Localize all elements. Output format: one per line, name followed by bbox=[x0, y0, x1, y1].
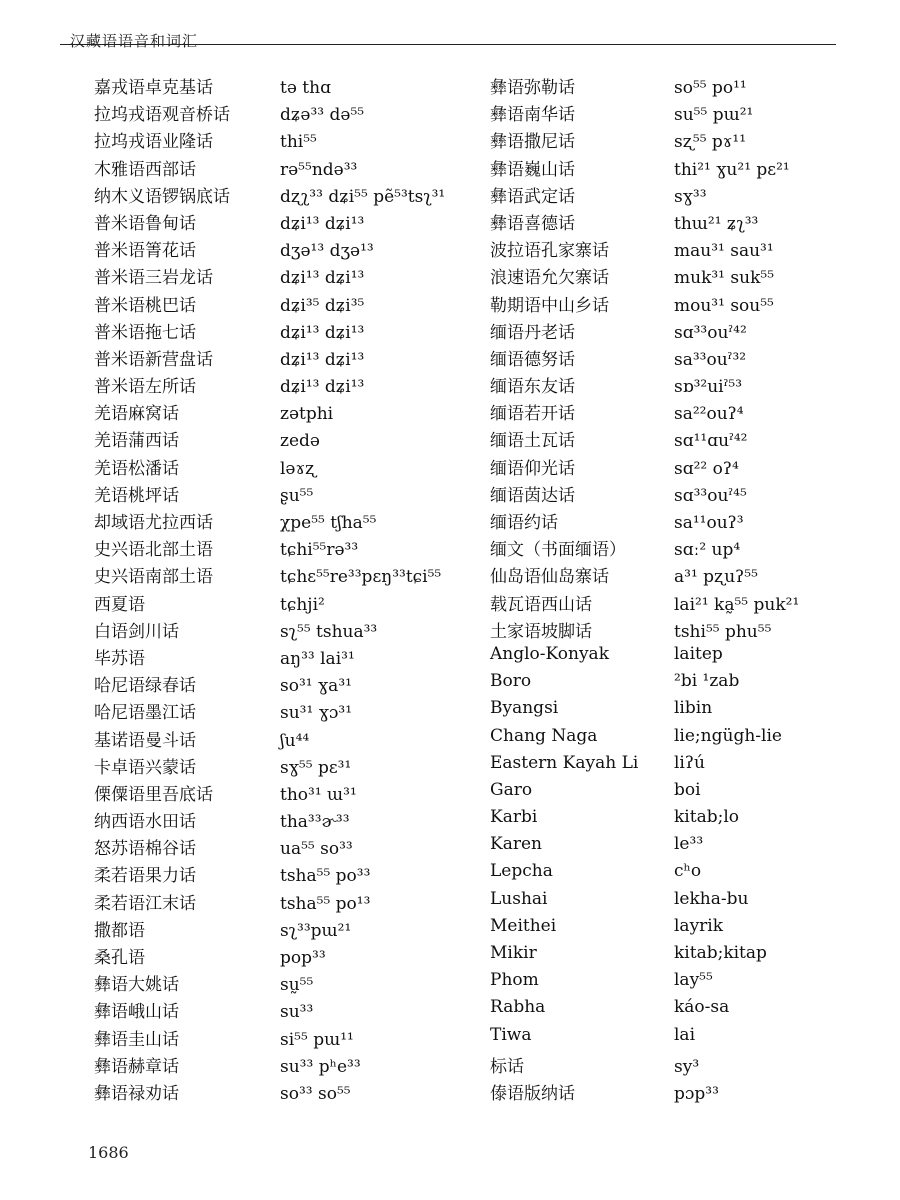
word-entry bbox=[94, 644, 480, 671]
language-name: 彝语大姚话 bbox=[94, 975, 179, 996]
word-entry bbox=[490, 889, 874, 916]
word-entry bbox=[490, 590, 874, 617]
left-column bbox=[94, 73, 480, 1106]
language-name: 彝语弥勒话 bbox=[490, 78, 575, 98]
word-entry bbox=[94, 671, 480, 698]
language-name: 彝语撒尼话 bbox=[490, 132, 575, 153]
word-form: dʑi¹³ dʑi¹³ bbox=[280, 213, 365, 234]
language-name: 普米语鲁甸话 bbox=[94, 213, 196, 234]
language-name: 缅语东友话 bbox=[490, 377, 575, 398]
word-form: rə⁵⁵ndə³³ bbox=[280, 159, 358, 180]
word-form: tɕhi⁵⁵rə³³ bbox=[280, 540, 359, 561]
word-entry bbox=[490, 454, 874, 481]
word-form: sṵ⁵⁵ bbox=[280, 975, 314, 996]
word-form: dʐʅ³³ dʑi⁵⁵ pẽ⁵³tsʅ³¹ bbox=[280, 186, 446, 207]
language-name: 普米语桃巴话 bbox=[94, 295, 196, 316]
word-entry bbox=[94, 481, 480, 508]
word-entry bbox=[94, 617, 480, 644]
language-name: Eastern Kayah Li bbox=[490, 752, 639, 773]
word-entry bbox=[490, 1025, 874, 1052]
language-name: 基诺语曼斗话 bbox=[94, 730, 196, 751]
word-entry bbox=[490, 236, 874, 263]
word-entry bbox=[94, 997, 480, 1024]
word-entry bbox=[94, 535, 480, 562]
word-form: tə thɑ bbox=[280, 78, 331, 98]
word-form: sɑ²² oʔ⁴ bbox=[674, 458, 739, 479]
language-name: 普米语拖七话 bbox=[94, 322, 196, 343]
word-entry bbox=[94, 970, 480, 997]
word-form: le³³ bbox=[674, 834, 704, 855]
language-name: 缅文（书面缅语） bbox=[490, 540, 626, 561]
language-name: 缅语约话 bbox=[490, 513, 558, 533]
word-form: cʰo bbox=[674, 861, 702, 882]
language-name: 普米语左所话 bbox=[94, 377, 196, 398]
word-form: χpe⁵⁵ tʃha⁵⁵ bbox=[280, 513, 377, 533]
word-form: sa³³ouˀ³² bbox=[674, 349, 747, 370]
word-form: tɕhɛ⁵⁵re³³pɛŋ³³tɕi⁵⁵ bbox=[280, 567, 442, 588]
word-entry bbox=[490, 182, 874, 209]
language-name: Chang Naga bbox=[490, 725, 598, 746]
page-number: 1686 bbox=[88, 1143, 129, 1162]
word-entry bbox=[94, 562, 480, 589]
word-form: sa²²ouʔ⁴ bbox=[674, 404, 744, 425]
word-entry bbox=[490, 861, 874, 888]
language-name: 白语剑川话 bbox=[94, 621, 179, 642]
language-name: Boro bbox=[490, 671, 532, 692]
word-entry bbox=[490, 372, 874, 399]
word-form: pop³³ bbox=[280, 948, 326, 968]
word-entry bbox=[490, 481, 874, 508]
word-form: lai bbox=[674, 1024, 696, 1045]
word-form: sɒ³²uiˀ⁵³ bbox=[674, 377, 743, 398]
word-entry bbox=[490, 970, 874, 997]
word-entry bbox=[490, 73, 874, 100]
word-form: so⁵⁵ po¹¹ bbox=[674, 78, 747, 98]
word-entry bbox=[490, 753, 874, 780]
language-name: 彝语峨山话 bbox=[94, 1002, 179, 1023]
word-entry bbox=[94, 1025, 480, 1052]
language-name: 普米语箐花话 bbox=[94, 241, 196, 262]
word-entry bbox=[490, 209, 874, 236]
word-entry bbox=[94, 155, 480, 182]
word-entry bbox=[490, 1079, 874, 1106]
word-form: thi²¹ ɣu²¹ pɛ²¹ bbox=[674, 159, 790, 180]
word-form: a³¹ pʐuʔ⁵⁵ bbox=[674, 567, 758, 588]
word-entry bbox=[490, 399, 874, 426]
word-form: muk³¹ suk⁵⁵ bbox=[674, 268, 775, 289]
word-form: zedə bbox=[280, 431, 320, 452]
word-entry bbox=[94, 73, 480, 100]
word-form: sʐ⁵⁵ pɤ¹¹ bbox=[674, 132, 747, 153]
language-name: 彝语南华话 bbox=[490, 105, 575, 126]
language-name: 彝语圭山话 bbox=[94, 1029, 179, 1050]
language-name: Byangsi bbox=[490, 698, 559, 719]
word-entry bbox=[490, 263, 874, 290]
word-entry bbox=[94, 127, 480, 154]
word-entry bbox=[94, 698, 480, 725]
header-rule bbox=[60, 44, 836, 45]
word-entry bbox=[490, 426, 874, 453]
word-form: zətphi bbox=[280, 404, 334, 425]
word-form: thi⁵⁵ bbox=[280, 132, 317, 153]
word-form: su³³ pʰe³³ bbox=[280, 1056, 361, 1077]
word-entry bbox=[94, 291, 480, 318]
language-name: 羌语桃坪话 bbox=[94, 485, 179, 506]
word-entry bbox=[490, 508, 874, 535]
language-name: 标话 bbox=[490, 1056, 524, 1077]
word-form: dʑi¹³ dʑi¹³ bbox=[280, 377, 365, 398]
language-name: 缅语土瓦话 bbox=[490, 431, 575, 452]
word-entry bbox=[94, 726, 480, 753]
language-name: 西夏语 bbox=[94, 594, 145, 615]
right-column bbox=[490, 73, 874, 1106]
word-form: si⁵⁵ pɯ¹¹ bbox=[280, 1029, 354, 1050]
language-name: 史兴语南部土语 bbox=[94, 567, 213, 588]
language-name: Anglo-Konyak bbox=[490, 643, 609, 664]
language-name: Tiwa bbox=[490, 1024, 532, 1045]
word-form: so³¹ ɣa³¹ bbox=[280, 676, 352, 697]
language-name: 载瓦语西山话 bbox=[490, 594, 592, 615]
word-form: ləɤʐ bbox=[280, 458, 316, 479]
word-form: tsha⁵⁵ po³³ bbox=[280, 866, 371, 887]
language-name: 彝语武定话 bbox=[490, 186, 575, 207]
language-name: Lushai bbox=[490, 888, 548, 909]
language-name: 柔若语果力话 bbox=[94, 866, 196, 887]
word-form: dʑi¹³ dʑi¹³ bbox=[280, 322, 365, 343]
language-name: 拉坞戎语业隆话 bbox=[94, 132, 213, 153]
word-form: lai²¹ ka̰⁵⁵ puk²¹ bbox=[674, 594, 800, 615]
language-name: 哈尼语绿春话 bbox=[94, 676, 196, 697]
word-form: pɔp³³ bbox=[674, 1083, 719, 1104]
language-name: 羌语蒲西话 bbox=[94, 431, 179, 452]
word-entry bbox=[94, 861, 480, 888]
word-form: lay⁵⁵ bbox=[674, 970, 713, 991]
word-entry bbox=[94, 236, 480, 263]
word-form: sɑ³³ouˀ⁴⁵ bbox=[674, 485, 747, 506]
word-entry bbox=[94, 1079, 480, 1106]
language-name: Phom bbox=[490, 970, 539, 991]
language-name: 傣语版纳话 bbox=[490, 1083, 575, 1104]
word-entry bbox=[490, 1052, 874, 1079]
language-name: 普米语三岩龙话 bbox=[94, 268, 213, 289]
word-form: tɕhji² bbox=[280, 594, 325, 615]
word-entry bbox=[490, 345, 874, 372]
word-entry bbox=[490, 318, 874, 345]
word-form: libin bbox=[674, 698, 713, 719]
word-entry bbox=[490, 127, 874, 154]
language-name: 缅语茵达话 bbox=[490, 485, 575, 506]
word-form: ʂu⁵⁵ bbox=[280, 485, 314, 506]
language-name: 勒期语中山乡话 bbox=[490, 295, 609, 316]
word-entry bbox=[94, 318, 480, 345]
language-name: 浪速语允欠寨话 bbox=[490, 268, 609, 289]
word-form: sʅ³³pɯ²¹ bbox=[280, 920, 352, 941]
language-name: 彝语喜德话 bbox=[490, 213, 575, 234]
language-name: 缅语若开话 bbox=[490, 404, 575, 425]
language-name: 缅语仰光话 bbox=[490, 458, 575, 479]
word-form: tsha⁵⁵ po¹³ bbox=[280, 893, 371, 914]
language-name: 毕苏语 bbox=[94, 648, 145, 669]
word-entry bbox=[94, 372, 480, 399]
word-entry bbox=[490, 535, 874, 562]
word-form: lekha-bu bbox=[674, 888, 749, 909]
word-entry bbox=[490, 916, 874, 943]
language-name: 缅语丹老话 bbox=[490, 322, 575, 343]
word-form: dʒə¹³ dʒə¹³ bbox=[280, 241, 374, 262]
language-name: 彝语禄劝话 bbox=[94, 1083, 179, 1104]
language-name: 彝语赫章话 bbox=[94, 1056, 179, 1077]
language-name: Lepcha bbox=[490, 861, 553, 882]
language-name: 仙岛语仙岛寨话 bbox=[490, 567, 609, 588]
word-entry bbox=[94, 1052, 480, 1079]
word-form: mou³¹ sou⁵⁵ bbox=[674, 295, 774, 316]
word-form: su⁵⁵ pɯ²¹ bbox=[674, 105, 754, 126]
word-form: kitab;lo bbox=[674, 807, 739, 828]
word-form: liʔú bbox=[674, 752, 705, 773]
word-form: káo-sa bbox=[674, 997, 730, 1018]
word-form: sɑː² up⁴ bbox=[674, 540, 741, 561]
word-entry bbox=[94, 590, 480, 617]
word-form: ʃu⁴⁴ bbox=[280, 730, 310, 751]
word-form: kitab;kitap bbox=[674, 943, 767, 963]
word-entry bbox=[94, 454, 480, 481]
word-entry bbox=[94, 889, 480, 916]
word-form: sɑ³³ouˀ⁴² bbox=[674, 322, 747, 343]
language-name: 土家语坡脚话 bbox=[490, 621, 592, 642]
word-entry bbox=[490, 155, 874, 182]
language-name: Meithei bbox=[490, 915, 557, 936]
word-form: dʑi¹³ dʑi¹³ bbox=[280, 349, 365, 370]
language-name: 缅语德努话 bbox=[490, 349, 575, 370]
word-entry bbox=[490, 100, 874, 127]
language-name: 柔若语江末话 bbox=[94, 893, 196, 914]
word-form: sɣ⁵⁵ pɛ³¹ bbox=[280, 757, 352, 778]
word-entry bbox=[490, 997, 874, 1024]
word-entry bbox=[94, 508, 480, 535]
language-name: 卡卓语兴蒙话 bbox=[94, 757, 196, 778]
word-form: laitep bbox=[674, 643, 723, 664]
running-header: 汉藏语语音和词汇 bbox=[70, 32, 199, 50]
word-form: tshi⁵⁵ phu⁵⁵ bbox=[674, 621, 772, 642]
word-entry bbox=[94, 943, 480, 970]
word-form: thɯ²¹ ʑʅ³³ bbox=[674, 213, 759, 234]
word-entry bbox=[94, 399, 480, 426]
language-name: Garo bbox=[490, 779, 533, 800]
word-form: so³³ so⁵⁵ bbox=[280, 1083, 351, 1104]
word-entry bbox=[94, 753, 480, 780]
language-name: Karen bbox=[490, 834, 542, 855]
word-entry bbox=[490, 562, 874, 589]
language-name: Karbi bbox=[490, 807, 538, 828]
word-entry bbox=[490, 291, 874, 318]
word-entry bbox=[94, 780, 480, 807]
language-name: 波拉语孔家寨话 bbox=[490, 241, 609, 262]
language-name: 彝语巍山话 bbox=[490, 159, 575, 180]
word-entry bbox=[490, 617, 874, 644]
word-form: dʑə³³ də⁵⁵ bbox=[280, 105, 365, 126]
word-form: lie;ngügh-lie bbox=[674, 725, 782, 746]
word-entry bbox=[490, 834, 874, 861]
word-entry bbox=[94, 834, 480, 861]
language-name: 拉坞戎语观音桥话 bbox=[94, 105, 230, 126]
word-entry bbox=[94, 345, 480, 372]
language-name: 怒苏语棉谷话 bbox=[94, 839, 196, 860]
word-form: sʅ⁵⁵ tshua³³ bbox=[280, 621, 378, 642]
language-name: 普米语新营盘话 bbox=[94, 349, 213, 370]
word-form: boi bbox=[674, 779, 701, 800]
word-form: sɣ³³ bbox=[674, 186, 707, 207]
word-form: dʑi¹³ dʑi¹³ bbox=[280, 268, 365, 289]
word-entry bbox=[94, 263, 480, 290]
word-entry bbox=[94, 182, 480, 209]
word-form: aŋ³³ lai³¹ bbox=[280, 648, 355, 669]
word-form: su³³ bbox=[280, 1002, 314, 1023]
word-form: tho³¹ ɯ³¹ bbox=[280, 784, 357, 805]
word-entry bbox=[94, 100, 480, 127]
word-entry bbox=[490, 780, 874, 807]
word-entry bbox=[490, 726, 874, 753]
language-name: 羌语麻窝话 bbox=[94, 404, 179, 425]
language-name: 木雅语西部话 bbox=[94, 159, 196, 180]
word-form: ua⁵⁵ so³³ bbox=[280, 839, 353, 860]
word-form: dʑi³⁵ dʑi³⁵ bbox=[280, 295, 365, 316]
word-form: sɑ¹¹ɑuˀ⁴² bbox=[674, 431, 748, 452]
word-entry bbox=[94, 807, 480, 834]
word-form: su³¹ ɣɔ³¹ bbox=[280, 703, 353, 724]
word-entry bbox=[94, 426, 480, 453]
word-form: sa¹¹ouʔ³ bbox=[674, 513, 744, 533]
language-name: 纳木义语锣锅底话 bbox=[94, 186, 230, 207]
word-entry bbox=[490, 698, 874, 725]
language-name: 羌语松潘话 bbox=[94, 458, 179, 479]
word-form: layrik bbox=[674, 915, 724, 936]
language-name: 纳西语水田话 bbox=[94, 812, 196, 833]
word-form: mau³¹ sau³¹ bbox=[674, 241, 774, 262]
language-name: 傈僳语里吾底话 bbox=[94, 784, 213, 805]
language-name: 哈尼语墨江话 bbox=[94, 703, 196, 724]
language-name: Rabha bbox=[490, 997, 546, 1018]
word-entry bbox=[490, 644, 874, 671]
word-form: ²bi ¹zab bbox=[674, 671, 740, 692]
language-name: 撒都语 bbox=[94, 920, 145, 941]
word-entry bbox=[490, 807, 874, 834]
language-name: Mikir bbox=[490, 943, 537, 963]
word-entry bbox=[94, 916, 480, 943]
word-entry bbox=[490, 671, 874, 698]
language-name: 却域语尤拉西话 bbox=[94, 513, 213, 533]
word-entry bbox=[94, 209, 480, 236]
language-name: 史兴语北部土语 bbox=[94, 540, 213, 561]
word-form: sy³ bbox=[674, 1056, 700, 1077]
word-entry bbox=[490, 943, 874, 970]
language-name: 桑孔语 bbox=[94, 948, 145, 968]
word-form: tha³³ɚ³³ bbox=[280, 812, 350, 833]
language-name: 嘉戎语卓克基话 bbox=[94, 78, 213, 98]
